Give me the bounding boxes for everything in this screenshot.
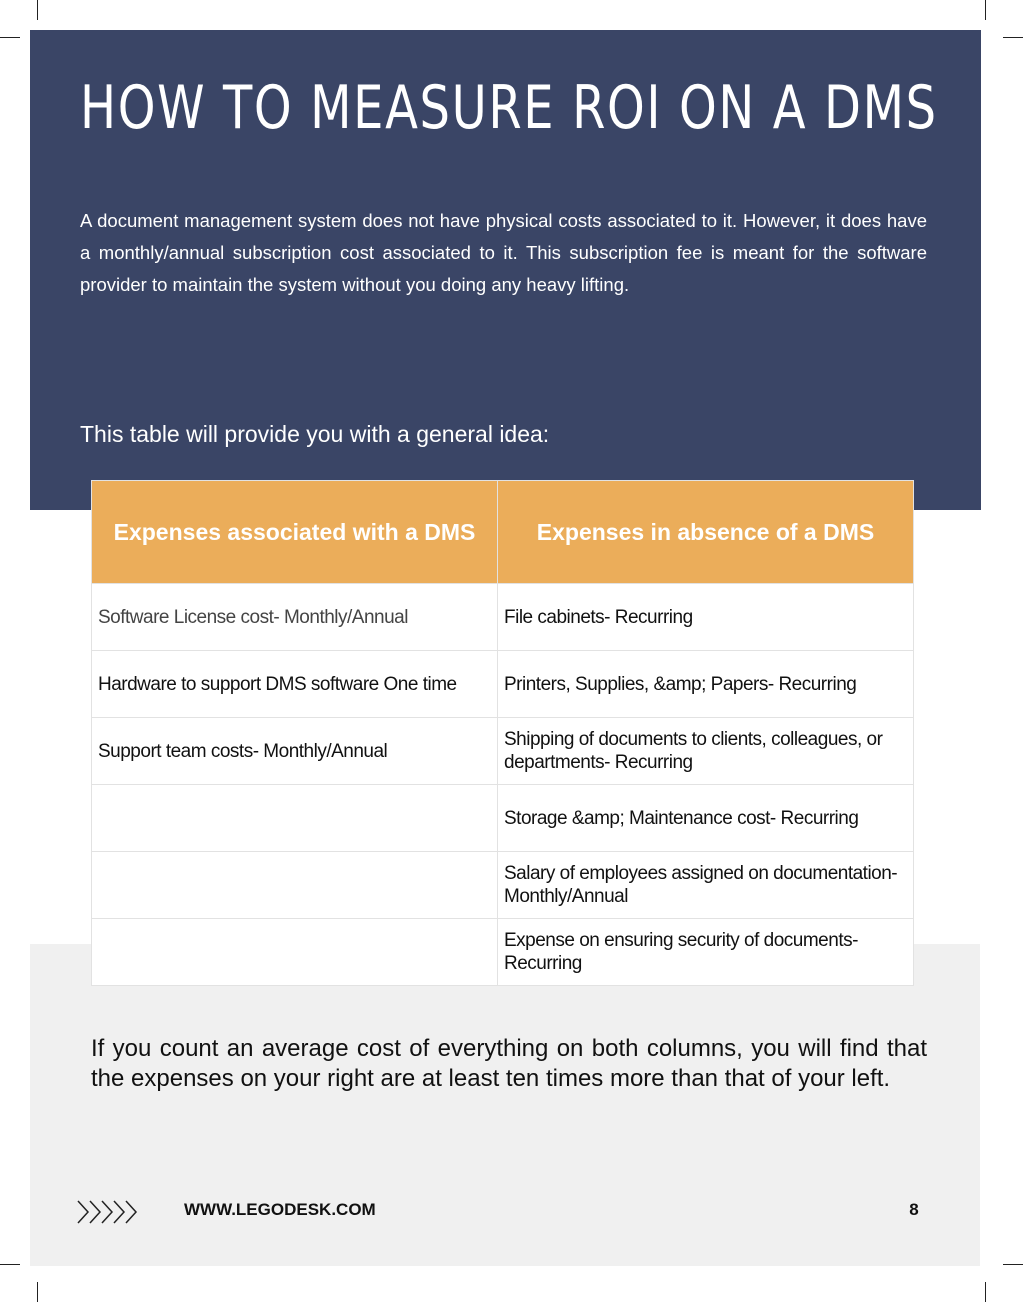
table-row bbox=[92, 919, 914, 986]
table-cell: Salary of employees assigned on documentation- Monthly/Annual bbox=[498, 852, 914, 919]
page-number: 8 bbox=[909, 1200, 919, 1219]
crop-mark-bottom-left-vertical bbox=[37, 1282, 38, 1302]
table-row bbox=[92, 785, 914, 852]
page-title: HOW TO MEASURE ROI ON A DMS bbox=[80, 73, 938, 143]
conclusion-paragraph: If you count an average cost of everything on both columns, you will find that the expenses on your right are at least ten times more than that of your left. bbox=[91, 1035, 927, 1092]
table-cell: Hardware to support DMS software One time bbox=[92, 651, 498, 718]
table-cell: Support team costs- Monthly/Annual bbox=[92, 718, 498, 785]
table-cell: Storage &amp; Maintenance cost- Recurring bbox=[498, 785, 914, 852]
table-cell bbox=[92, 852, 498, 919]
footer-panel bbox=[30, 944, 980, 1266]
footer-website-link[interactable]: WWW.LEGODESK.COM bbox=[184, 1200, 376, 1219]
table-cell: Shipping of documents to clients, colleagues, or departments- Recurring bbox=[498, 718, 914, 785]
crop-mark-bottom-right-vertical bbox=[985, 1282, 986, 1302]
table-row bbox=[92, 584, 914, 651]
table-cell: File cabinets- Recurring bbox=[498, 584, 914, 651]
table-header-row bbox=[92, 481, 914, 584]
table-cell: Expense on ensuring security of documents- Recurring bbox=[498, 919, 914, 986]
column-header-with-dms: Expenses associated with a DMS bbox=[92, 481, 498, 584]
table-cell: Software License cost- Monthly/Annual bbox=[92, 584, 498, 651]
intro-paragraph: A document management system does not have physical costs associated to it. However, it does have a monthly/annual subscription cost associated to it. This subscription fee is meant for the software provider to maintain the system without you doing any heavy lifting. bbox=[80, 210, 927, 295]
table-cell bbox=[92, 919, 498, 986]
crop-mark-top-right-vertical bbox=[985, 0, 986, 20]
chevrons-right-icon bbox=[76, 1198, 142, 1231]
crop-mark-top-right-horizontal bbox=[1003, 37, 1023, 38]
table-cell bbox=[92, 785, 498, 852]
crop-mark-top-left-horizontal bbox=[0, 37, 20, 38]
crop-mark-bottom-right-horizontal bbox=[1003, 1264, 1023, 1265]
crop-mark-bottom-left-horizontal bbox=[0, 1264, 20, 1265]
table-lead-text: This table will provide you with a general idea: bbox=[80, 421, 550, 447]
expenses-table bbox=[91, 480, 914, 986]
crop-mark-top-left-vertical bbox=[37, 0, 38, 20]
column-header-without-dms: Expenses in absence of a DMS bbox=[498, 481, 914, 584]
table-row bbox=[92, 852, 914, 919]
table-cell: Printers, Supplies, &amp; Papers- Recurring bbox=[498, 651, 914, 718]
table-row bbox=[92, 718, 914, 785]
table-row bbox=[92, 651, 914, 718]
